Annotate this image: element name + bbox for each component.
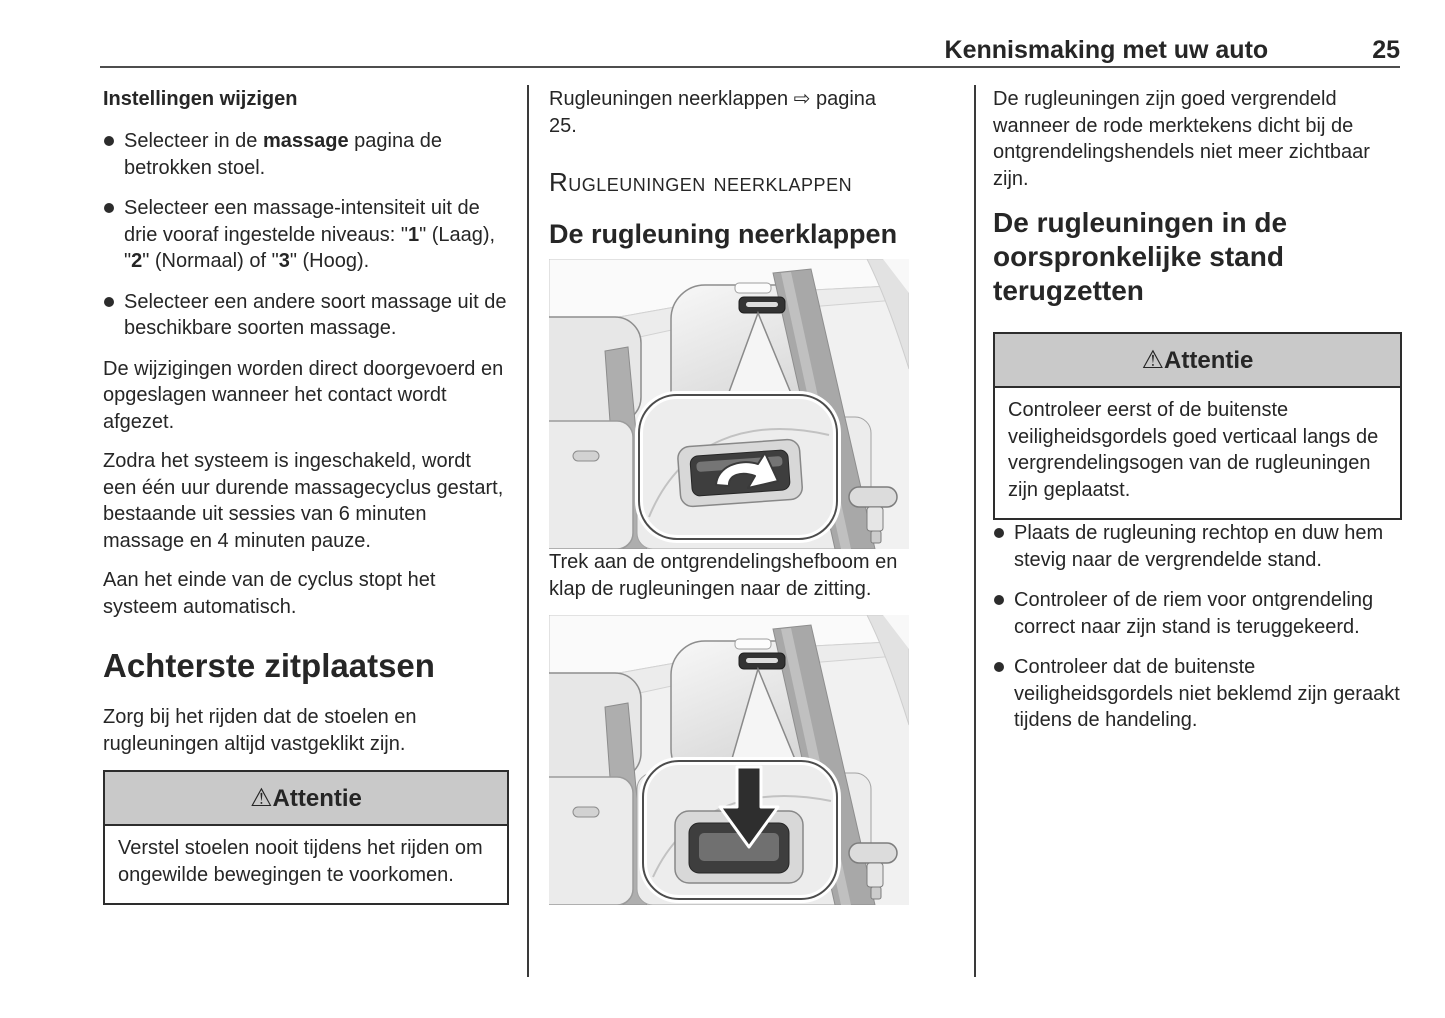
left-latch-slot [573, 451, 599, 461]
latch-slot [746, 302, 778, 307]
header-rule [100, 66, 1400, 68]
rear-seat-illustration-1 [549, 259, 909, 549]
paragraph: Zorg bij het rijden dat de stoelen en rugleuningen altijd vastgeklikt zijn. [103, 706, 417, 755]
list-item: Controleer dat de buitenste veiligheidsgordels niet beklemd zijn geraakt tijdens de handeling. [993, 654, 1402, 734]
belt-guide [849, 843, 897, 863]
column-divider-left [527, 85, 529, 977]
left-seatback [549, 421, 633, 549]
left-column [103, 86, 509, 905]
heading-achterste-zitplaatsen: Achterste zitplaatsen [103, 647, 435, 684]
column-divider-right [974, 85, 976, 977]
figure-rear-seat-lever-press [549, 615, 931, 905]
warning-box [993, 332, 1402, 520]
heading-de-rugleuning-neerklappen: De rugleuning neerklappen [549, 219, 898, 249]
crossref-suffix: pagina 25. [549, 88, 877, 137]
left-latch-slot [573, 807, 599, 817]
belt-guide [849, 487, 897, 507]
paragraph: Zodra het systeem is ingeschakeld, wordt een één uur durende massagecyclus gestart, bestaande uit sessies van 6 minuten massage en 4 minuten pauze. [103, 450, 504, 552]
page-ref-arrow-icon: ⇨ [793, 88, 811, 110]
massage-steps-list [103, 128, 509, 342]
list-item: Selecteer een massage-intensiteit uit de drie vooraf ingestelde niveaus: "1" (Laag), "2" (Normaal) of "3" (Hoog). [103, 195, 509, 275]
figure-rear-seat-release-lever [549, 259, 931, 549]
warning-header [995, 334, 1400, 388]
belt-buckle [867, 507, 883, 531]
crossref-text: Rugleuningen neerklappen [549, 88, 794, 110]
rear-seat-illustration-2 [549, 615, 909, 905]
cross-reference [549, 86, 889, 139]
warning-triangle-icon: ⚠ [1141, 346, 1165, 374]
warning-header [105, 772, 507, 826]
warning-box [103, 770, 509, 905]
lever-floor [699, 833, 779, 861]
page-header [100, 36, 1400, 65]
shelf-tab [735, 283, 771, 293]
page-number: 25 [1372, 36, 1400, 64]
header-section-title: Kennismaking met uw auto [944, 36, 1269, 64]
middle-column [549, 86, 931, 905]
check-steps-list [993, 520, 1402, 734]
buckle-tongue [871, 887, 881, 899]
list-item: Controleer of de riem voor ontgrendeling correct naar zijn stand is teruggekeerd. [993, 587, 1402, 640]
warning-triangle-icon: ⚠ [250, 784, 273, 812]
right-column [993, 86, 1402, 748]
paragraph: De rugleuningen zijn goed vergrendeld wanneer de rode merktekens dicht bij de ontgrendelingshendels niet meer zichtbaar zijn. [993, 88, 1370, 190]
warning-title: Attentie [1164, 347, 1254, 374]
left-seatback [549, 777, 633, 905]
list-item: Selecteer in de massage pagina de betrokken stoel. [103, 128, 509, 181]
section-label-rugleuningen-neerklappen: Rugleuningen neerklappen [549, 167, 853, 197]
belt-buckle [867, 863, 883, 887]
heading-rugleuningen-terugzetten: De rugleuningen in de oorspronkelijke stand terugzetten [993, 207, 1288, 306]
list-item: Selecteer een andere soort massage uit de beschikbare soorten massage. [103, 289, 509, 342]
warning-title: Attentie [272, 785, 362, 812]
warning-body: Controleer eerst of de buitenste veiligheidsgordels goed verticaal langs de vergrendelingsogen van de rugleuningen zijn geplaatst. [1008, 399, 1379, 501]
figure-caption: Trek aan de ontgrendelingshefboom en klap de rugleuningen naar de zitting. [549, 551, 898, 600]
paragraph: De wijzigingen worden direct doorgevoerd en opgeslagen wanneer het contact wordt afgezet. [103, 357, 504, 433]
list-item: Plaats de rugleuning rechtop en duw hem stevig naar de vergrendelde stand. [993, 520, 1402, 573]
buckle-tongue [871, 531, 881, 543]
shelf-tab [735, 639, 771, 649]
warning-body: Verstel stoelen nooit tijdens het rijden om ongewilde bewegingen te voorkomen. [118, 837, 483, 886]
latch-slot [746, 658, 778, 663]
subheading-instellingen: Instellingen wijzigen [103, 88, 298, 110]
paragraph: Aan het einde van de cyclus stopt het systeem automatisch. [103, 569, 436, 618]
